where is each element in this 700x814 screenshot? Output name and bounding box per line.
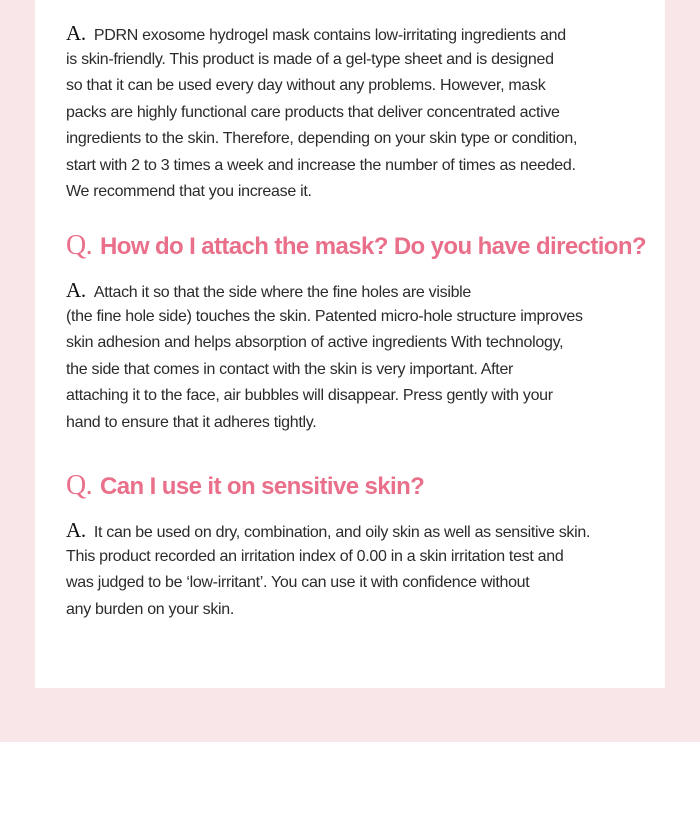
answer-line bbox=[66, 20, 626, 47]
faq-answer-block-2 bbox=[66, 277, 626, 436]
question-text: Can I use it on sensitive skin? bbox=[100, 473, 425, 500]
answer-line: so that it can be used every day without any problems. However, mask bbox=[66, 77, 546, 94]
faq-answer-1 bbox=[66, 20, 626, 206]
answer-line bbox=[66, 517, 626, 544]
answer-line-text: It can be used on dry, combination, and oily skin as well as sensitive skin. bbox=[93, 524, 591, 541]
answer-marker: A. bbox=[66, 278, 86, 302]
answer-line: We recommend that you increase it. bbox=[66, 183, 312, 200]
faq-question-3 bbox=[66, 471, 626, 502]
faq-answer-block-3 bbox=[66, 517, 626, 623]
faq-item-2 bbox=[66, 230, 646, 262]
question-text: How do I attach the mask? Do you have direction? bbox=[100, 233, 646, 260]
question-marker: Q. bbox=[66, 230, 93, 261]
answer-line-text: Attach it so that the side where the fine holes are visible bbox=[93, 284, 472, 301]
faq-item-3 bbox=[66, 471, 626, 502]
answer-line: attaching it to the face, air bubbles will disappear. Press gently with your bbox=[66, 387, 553, 404]
faq-answer-3 bbox=[66, 517, 626, 623]
answer-line: the side that comes in contact with the skin is very important. After bbox=[66, 360, 514, 378]
faq-answer-2 bbox=[66, 277, 626, 436]
answer-line-text: PDRN exosome hydrogel mask contains low-irritating ingredients and bbox=[93, 27, 566, 44]
faq-question-2 bbox=[66, 230, 646, 262]
answer-line: any burden on your skin. bbox=[66, 600, 235, 618]
answer-line: ingredients to the skin. Therefore, depending on your skin type or condition, bbox=[66, 130, 578, 147]
answer-line: start with 2 to 3 times a week and increase the number of times as needed. bbox=[66, 156, 576, 174]
answer-line: is skin-friendly. This product is made of a gel-type sheet and is designed bbox=[66, 50, 554, 68]
answer-line: was judged to be ‘low-irritant’. You can use it with confidence without bbox=[66, 574, 530, 591]
answer-line: This product recorded an irritation index of 0.00 in a skin irritation test and bbox=[66, 547, 564, 565]
question-marker: Q. bbox=[66, 470, 93, 501]
answer-line: skin adhesion and helps absorption of active ingredients With technology, bbox=[66, 334, 564, 351]
answer-line: packs are highly functional care products that deliver concentrated active bbox=[66, 103, 560, 121]
answer-line: (the fine hole side) touches the skin. Patented micro-hole structure improves bbox=[66, 307, 583, 325]
answer-line: hand to ensure that it adheres tightly. bbox=[66, 413, 317, 431]
answer-line bbox=[66, 277, 626, 304]
answer-marker: A. bbox=[66, 21, 86, 45]
faq-item-1 bbox=[66, 20, 626, 206]
answer-marker: A. bbox=[66, 518, 86, 542]
